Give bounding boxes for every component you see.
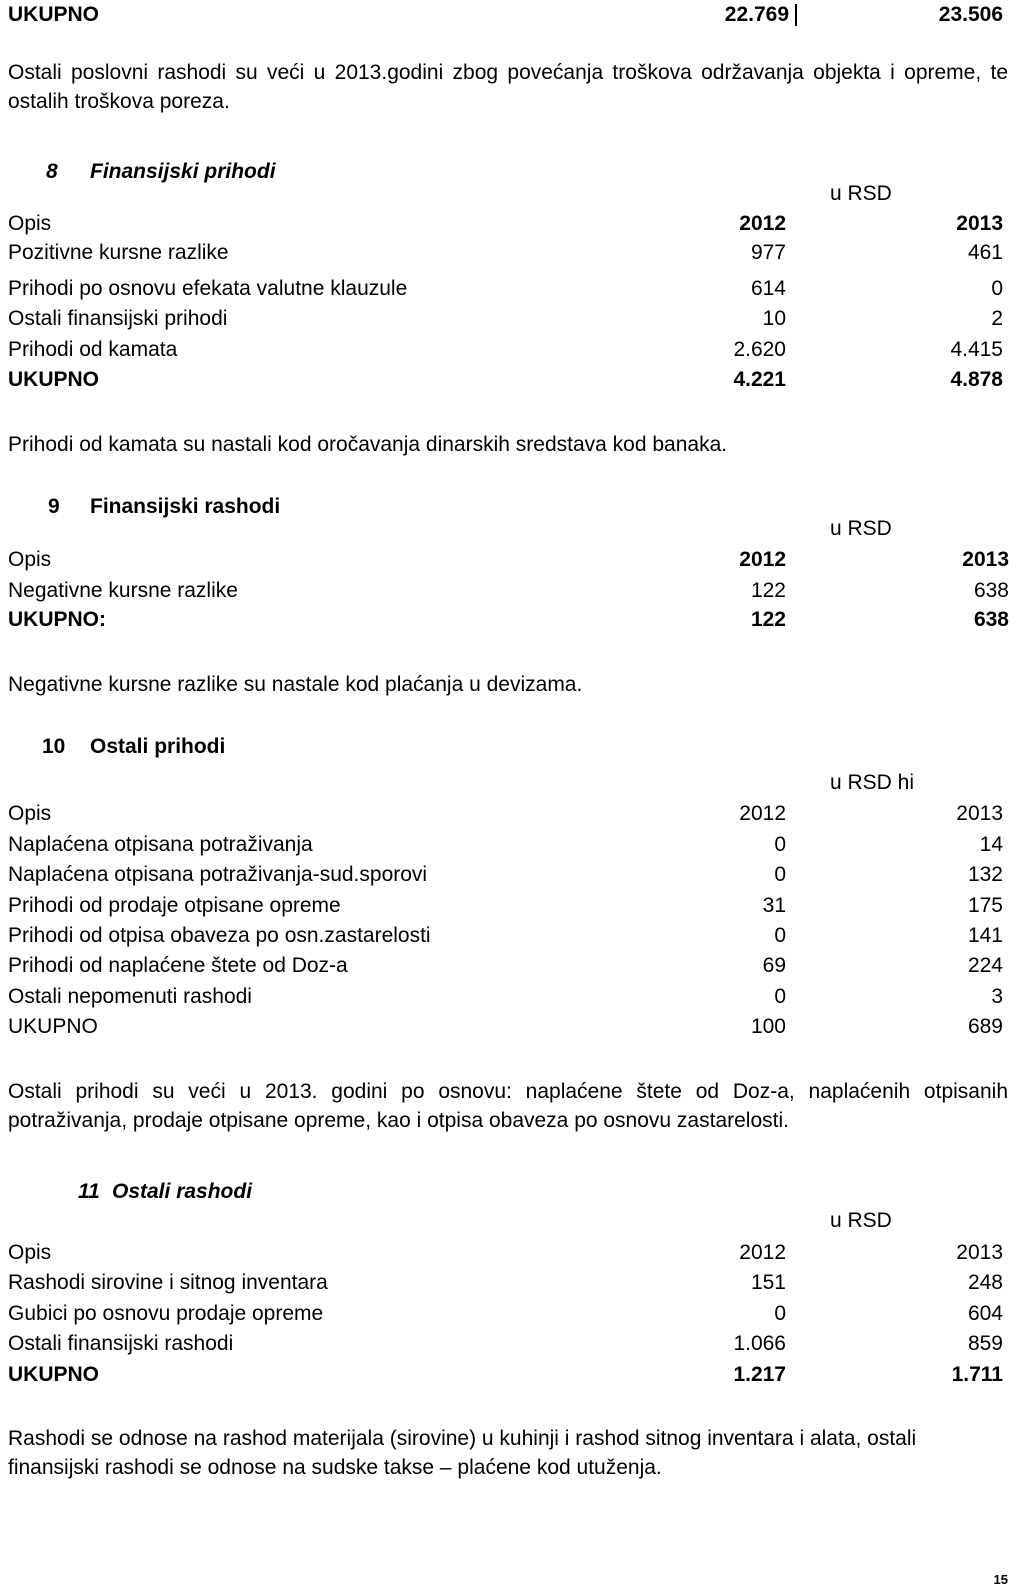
table-total-2013: 689	[967, 1015, 1003, 1038]
table-total-2012: 122	[750, 608, 786, 631]
table-row-label: Ostali finansijski rashodi	[8, 1332, 234, 1355]
section-9-note: Negativne kursne razlike su nastale kod plaćanja u devizama.	[8, 673, 583, 696]
table-row-2013: 141	[967, 924, 1003, 947]
top-total-2012: 22.769	[724, 3, 789, 26]
table-header-label: Opis	[8, 212, 52, 235]
table-total-label: UKUPNO	[8, 1015, 98, 1038]
section-9-title: Finansijski rashodi	[90, 495, 281, 518]
table-header-2013: 2013	[956, 212, 1003, 235]
section-8-unit: u RSD	[830, 182, 892, 205]
table-row-label: Prihodi od otpisa obaveza po osn.zastarelosti	[8, 924, 431, 947]
section-8-title: Finansijski prihodi	[90, 160, 276, 183]
table-row-label: Pozitivne kursne razlike	[8, 241, 229, 264]
table-row-2013: 4.415	[950, 338, 1003, 361]
table-row-2013: 3	[991, 985, 1003, 1008]
table-row-2013: 604	[967, 1302, 1003, 1325]
table-row-label: Negativne kursne razlike	[8, 579, 238, 602]
table-header-label: Opis	[8, 1241, 52, 1264]
table-row-2012: 0	[774, 833, 786, 856]
table-row-label: Prihodi od prodaje otpisane opreme	[8, 894, 341, 917]
section-10-unit: u RSD hi	[830, 771, 915, 794]
table-row-label: Ostali nepomenuti rashodi	[8, 985, 252, 1008]
table-row-label: Ostali finansijski prihodi	[8, 307, 228, 330]
table-row-2013: 461	[967, 241, 1003, 264]
table-header-label: Opis	[8, 548, 52, 571]
table-row-2012: 0	[774, 863, 786, 886]
table-row-label: Prihodi od kamata	[8, 338, 178, 361]
section-11-title: Ostali rashodi	[112, 1180, 253, 1203]
table-row-2013: 2	[991, 307, 1003, 330]
top-total-label: UKUPNO	[8, 3, 100, 26]
section-8-note: Prihodi od kamata su nastali kod oročavanja dinarskih sredstava kod banaka.	[8, 433, 728, 456]
table-row-2013: 14	[979, 833, 1003, 856]
table-header-2012: 2012	[739, 548, 786, 571]
table-total-2012: 100	[750, 1015, 786, 1038]
section-10-title: Ostali prihodi	[90, 735, 226, 758]
paragraph-top: Ostali poslovni rashodi su veći u 2013.godini zbog povećanja troškova održavanja objekta i opreme, te ostalih troškova poreza.	[8, 61, 1008, 113]
table-row-2012: 10	[762, 307, 786, 330]
table-row-2013: 859	[967, 1332, 1003, 1355]
table-row-2013: 248	[967, 1271, 1003, 1294]
table-header-2013: 2013	[956, 1241, 1003, 1264]
section-11-unit: u RSD	[830, 1209, 892, 1232]
cell-divider	[795, 4, 797, 26]
table-total-label: UKUPNO	[8, 368, 100, 391]
section-11-number: 11	[78, 1180, 100, 1203]
table-row-2012: 69	[762, 954, 786, 977]
table-row-2012: 614	[750, 277, 786, 300]
section-9-unit: u RSD	[830, 517, 892, 540]
table-total-2013: 4.878	[950, 368, 1003, 391]
table-row-label: Prihodi po osnovu efekata valutne klauzule	[8, 277, 408, 300]
table-header-2012: 2012	[739, 802, 786, 825]
table-row-2012: 1.066	[733, 1332, 786, 1355]
table-row-label: Gubici po osnovu prodaje opreme	[8, 1302, 324, 1325]
top-total-2013: 23.506	[938, 3, 1003, 26]
page-number: 15	[993, 1572, 1008, 1587]
table-total-label: UKUPNO:	[8, 608, 106, 631]
table-total-2012: 1.217	[733, 1363, 786, 1386]
table-row-2012: 0	[774, 924, 786, 947]
table-total-2013: 1.711	[951, 1363, 1003, 1386]
table-header-2012: 2012	[739, 212, 786, 235]
table-header-label: Opis	[8, 802, 52, 825]
section-9-number: 9	[48, 495, 60, 518]
table-row-2013: 638	[973, 579, 1009, 602]
table-header-2013: 2013	[962, 548, 1009, 571]
table-row-2012: 2.620	[733, 338, 786, 361]
section-10-note: Ostali prihodi su veći u 2013. godini po osnovu: naplaćene štete od Doz-a, naplaćenih otpisanih potraživanja, prodaje otpisane opreme, kao i otpisa obaveza po osnovu zastarelosti.	[8, 1080, 1008, 1132]
table-total-label: UKUPNO	[8, 1363, 100, 1386]
table-row-label: Rashodi sirovine i sitnog inventara	[8, 1271, 328, 1294]
table-total-2012: 4.221	[733, 368, 786, 391]
table-row-2013: 175	[967, 894, 1003, 917]
table-row-label: Naplaćena otpisana potraživanja	[8, 833, 313, 856]
table-row-2013: 0	[991, 277, 1003, 300]
table-row-2013: 132	[967, 863, 1003, 886]
table-header-2013: 2013	[956, 802, 1003, 825]
table-header-2012: 2012	[739, 1241, 786, 1264]
section-8-number: 8	[46, 160, 58, 183]
table-total-2013: 638	[973, 608, 1009, 631]
section-11-note: Rashodi se odnose na rashod materijala (sirovine) u kuhinji i rashod sitnog inventara i alata, ostali finansijski rashodi se odnose na sudske takse – plaćene kod utuženja.	[8, 1427, 917, 1479]
table-row-label: Prihodi od naplaćene štete od Doz-a	[8, 954, 348, 977]
table-row-2012: 31	[762, 894, 786, 917]
table-row-2012: 151	[750, 1271, 786, 1294]
table-row-2012: 122	[750, 579, 786, 602]
section-10-number: 10	[42, 735, 66, 758]
table-row-label: Naplaćena otpisana potraživanja-sud.sporovi	[8, 863, 428, 886]
table-row-2012: 0	[774, 1302, 786, 1325]
table-row-2012: 977	[750, 241, 786, 264]
table-row-2012: 0	[774, 985, 786, 1008]
table-row-2013: 224	[967, 954, 1003, 977]
